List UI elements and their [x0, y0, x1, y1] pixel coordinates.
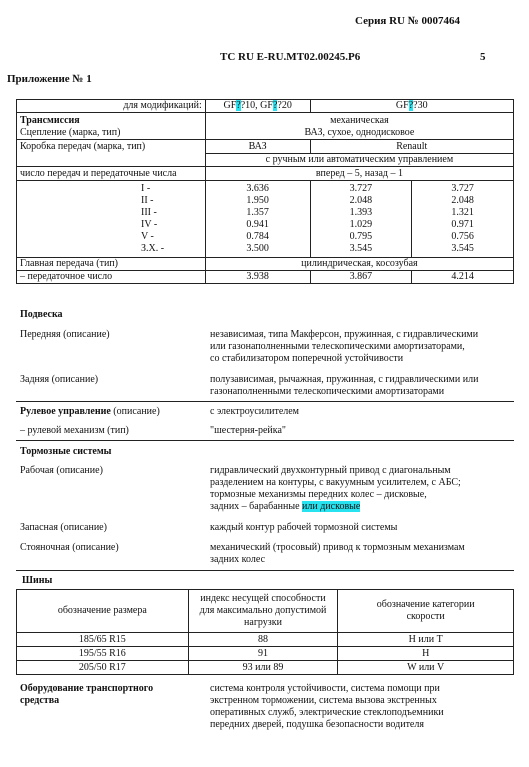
- ratio-column-gf10-gf20: [206, 183, 310, 255]
- gear-ratio-value: 3.500: [246, 243, 269, 254]
- tyre-load-index: 93 или 89: [188, 661, 338, 675]
- clutch-label: Сцепление (марка, тип): [20, 127, 121, 138]
- final-ratio-b: 3.867: [310, 271, 412, 284]
- tyre-load-index: 91: [188, 647, 338, 661]
- gear-ratio-value: 3.545: [451, 243, 474, 254]
- tyre-size: 205/50 R17: [17, 661, 189, 675]
- tyre-size: 185/65 R15: [17, 633, 189, 647]
- final-ratio-a: 3.938: [205, 271, 310, 284]
- front-suspension-label: Передняя (описание): [20, 329, 110, 340]
- gear-ratio-value: 3.727: [349, 183, 373, 194]
- gearbox-vaz: ВАЗ: [205, 140, 310, 154]
- series-number: Серия RU № 0007464: [355, 15, 461, 27]
- equipment-heading: Оборудование транспортного средства: [20, 683, 154, 706]
- modification-gf30: GF??30: [310, 100, 513, 113]
- gear-ratio-value: 1.393: [349, 207, 373, 218]
- gear-label-list: [17, 183, 205, 255]
- tyre-speed: H или T: [338, 633, 514, 647]
- rear-suspension-label: Задняя (описание): [20, 374, 99, 385]
- final-ratio-c: 4.214: [412, 271, 514, 284]
- appendix-title: Приложение № 1: [7, 73, 92, 85]
- transmission-table: [16, 99, 514, 284]
- gear-label: V -: [141, 231, 154, 242]
- tyre-size: 195/55 R16: [17, 647, 189, 661]
- gear-label: II -: [141, 195, 154, 206]
- gear-ratio-value: 1.357: [246, 207, 269, 218]
- modification-gf10-gf20: GF??10, GF??20: [205, 100, 310, 113]
- equipment-value: система контроля устойчивости, система помощи при экстренном торможении, система вызова экстренных оперативных служб, электрические стеклоподъемники передних дверей, подушка безопасности водителя: [210, 683, 444, 730]
- ratio-column-renault-1: [311, 183, 412, 255]
- steering-mechanism-value: "шестерня-рейка": [210, 425, 287, 436]
- gear-ratio-value: 1.029: [349, 219, 373, 230]
- modification-label: для модификаций:: [17, 100, 206, 113]
- gearbox-renault: Renault: [310, 140, 513, 154]
- gears-value: вперед – 5, назад – 1: [205, 167, 513, 181]
- tyres-heading: Шины: [22, 575, 53, 586]
- transmission-heading: Трансмиссия: [20, 115, 80, 126]
- document-number: ТС RU E-RU.МТ02.00245.Р6: [220, 51, 361, 63]
- gear-ratio-value: 0.941: [246, 219, 269, 230]
- steering-mechanism-label: – рулевой механизм (тип): [20, 425, 129, 436]
- steering-label: Рулевое управление (описание): [20, 406, 160, 417]
- clutch-value: ВАЗ, сухое, однодисковое: [304, 127, 415, 138]
- service-brake-value: гидравлический двухконтурный привод с диагональным разделением на контуры, с вакуумным усилителем, с АБС; тормозные механизмы передних колес – дисковые, задних – барабанные или дисковые: [210, 465, 461, 512]
- gear-label: III -: [141, 207, 157, 218]
- gearbox-label: Коробка передач (марка, тип): [17, 140, 206, 167]
- service-brake-label: Рабочая (описание): [20, 465, 103, 476]
- gear-ratio-value: 2.048: [349, 195, 373, 206]
- final-drive-label: Главная передача (тип): [17, 258, 206, 271]
- tyre-speed-header: обозначение категории скорости: [338, 590, 514, 633]
- gear-ratio-value: 3.727: [451, 183, 474, 194]
- tyre-speed: H: [338, 647, 514, 661]
- tyre-load-index-header: индекс несущей способности для максимально допустимой нагрузки: [188, 590, 338, 633]
- final-drive-value: цилиндрическая, косозубая: [205, 258, 513, 271]
- table-row: [17, 633, 514, 647]
- gear-ratio-value: 0.784: [246, 231, 269, 242]
- tyre-size-header: обозначение размера: [17, 590, 189, 633]
- divider: [16, 570, 514, 571]
- parking-brake-value: механический (тросовый) привод к тормозным механизмам задних колес: [210, 542, 465, 565]
- tyre-load-index: 88: [188, 633, 338, 647]
- reserve-brake-value: каждый контур рабочей тормозной системы: [210, 522, 398, 533]
- parking-brake-label: Стояночная (описание): [20, 542, 119, 553]
- gear-ratio-value: 0.795: [349, 231, 373, 242]
- clutch-type: механическая: [330, 115, 389, 126]
- gear-label: IV -: [141, 219, 158, 230]
- tyre-speed: W или V: [338, 661, 514, 675]
- front-suspension-value: независимая, типа Макферсон, пружинная, с гидравлическими или газонаполненными телескопическими амортизаторами, со стабилизатором поперечной устойчивости: [210, 329, 479, 364]
- steering-value: с электроусилителем: [210, 406, 300, 417]
- gear-ratio-value: 0.756: [451, 231, 474, 242]
- gear-ratio-value: 3.545: [349, 243, 373, 254]
- gear-ratio-value: 0.971: [451, 219, 474, 230]
- gear-label: I -: [141, 183, 151, 194]
- tyres-table: [16, 589, 514, 675]
- gear-ratio-value: 1.950: [246, 195, 269, 206]
- page-number: 5: [480, 51, 486, 63]
- gear-ratio-value: 3.636: [246, 183, 269, 194]
- ratio-column-renault-2: [412, 183, 513, 255]
- brakes-heading: Тормозные системы: [20, 446, 112, 457]
- final-ratio-label: – передаточное число: [17, 271, 206, 284]
- suspension-heading: Подвеска: [20, 309, 63, 320]
- rear-suspension-value: полузависимая, рычажная, пружинная, с гидравлическими или газонаполненными телескопическими амортизаторами: [210, 374, 479, 397]
- gear-ratio-value: 2.048: [451, 195, 474, 206]
- table-row: [17, 647, 514, 661]
- table-row: [17, 661, 514, 675]
- gear-ratio-value: 1.321: [451, 207, 474, 218]
- divider: [16, 440, 514, 441]
- reserve-brake-label: Запасная (описание): [20, 522, 107, 533]
- gear-label: З.Х. -: [141, 243, 165, 254]
- divider: [16, 401, 514, 402]
- gearbox-type: с ручным или автоматическим управлением: [205, 154, 513, 167]
- gears-label: число передач и передаточные числа: [17, 167, 206, 181]
